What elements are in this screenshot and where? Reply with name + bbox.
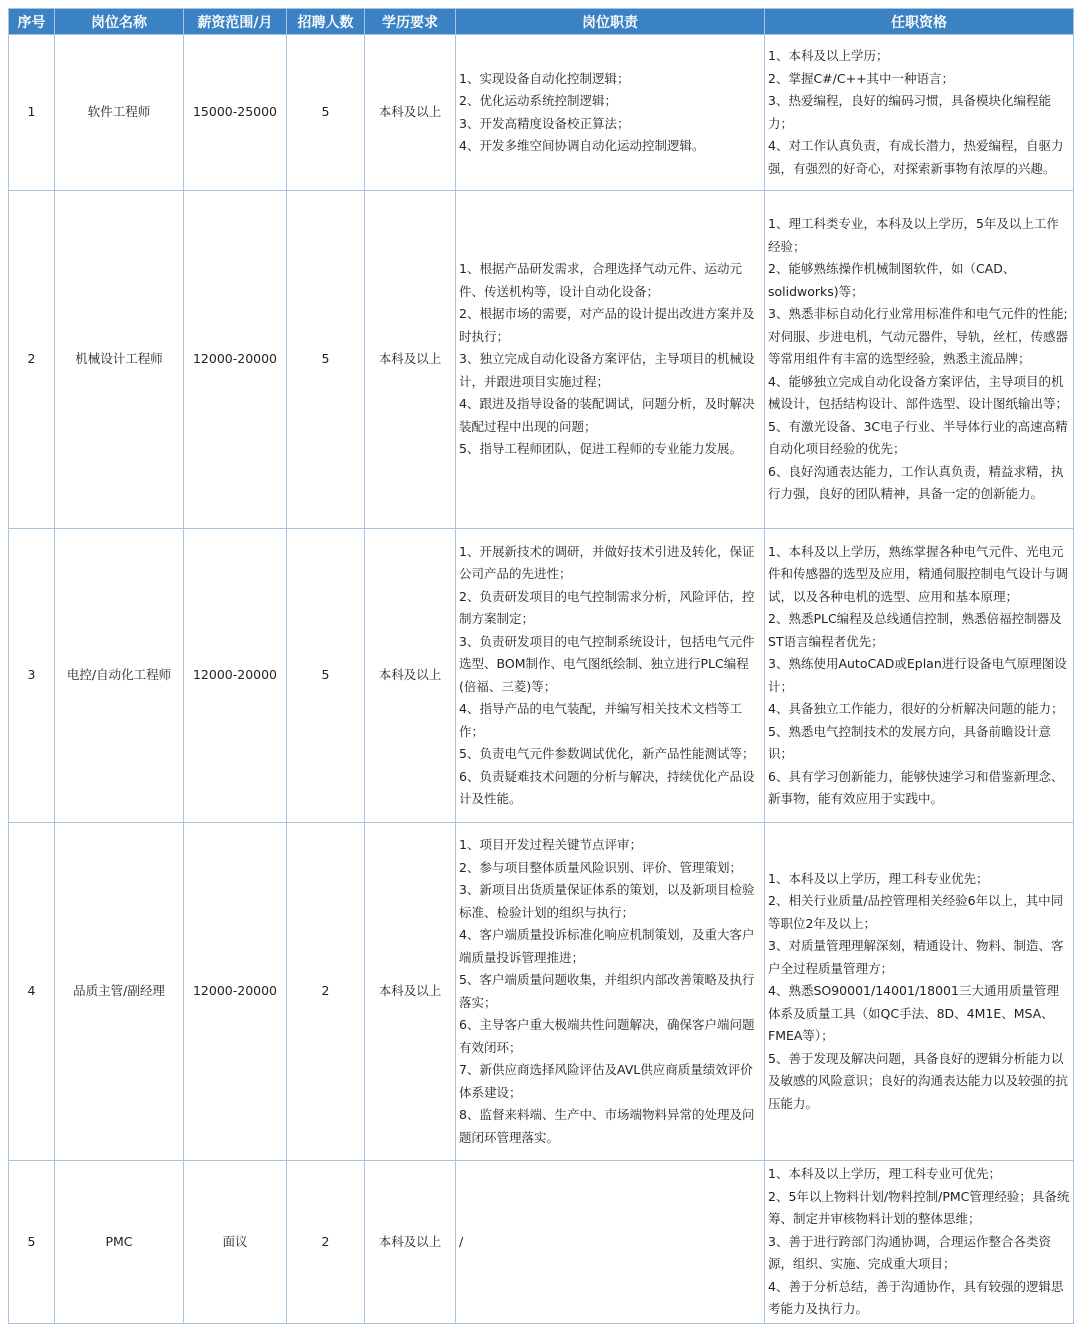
- header-salary: 薪资范围/月: [184, 9, 287, 35]
- header-no: 序号: [9, 9, 55, 35]
- duty-item: 5、指导工程师团队，促进工程师的专业能力发展。: [459, 441, 742, 457]
- job-duties: [456, 823, 765, 1161]
- requirement-item: 3、热爱编程，良好的编码习惯，具备模块化编程能力；: [768, 93, 1051, 131]
- row-number: 4: [9, 823, 55, 1161]
- row-number: 3: [9, 529, 55, 823]
- table-row: [9, 35, 1074, 191]
- requirement-item: 2、能够熟练操作机械制图软件，如（CAD、solidworks)等；: [768, 261, 1016, 299]
- requirement-item: 5、有激光设备、3C电子行业、半导体行业的高速高精自动化项目经验的优先；: [768, 418, 1068, 457]
- header-education: 学历要求: [365, 9, 456, 35]
- duty-item: 4、客户端质量投诉标准化响应机制策划，及重大客户端质量投诉管理推进；: [459, 927, 755, 965]
- salary-range: 12000-20000: [184, 823, 287, 1161]
- hire-count: 5: [287, 35, 365, 191]
- job-requirements: [765, 191, 1074, 529]
- duty-item: 3、负责研发项目的电气控制系统设计，包括电气元件选型、BOM制作、电气图纸绘制、独立进行PLC编程(倍福、三菱)等；: [459, 633, 755, 694]
- row-number: 5: [9, 1161, 55, 1324]
- education-requirement: 本科及以上: [365, 529, 456, 823]
- salary-range: 12000-20000: [184, 191, 287, 529]
- table-row: [9, 1161, 1074, 1324]
- salary-range: 12000-20000: [184, 529, 287, 823]
- requirement-item: 1、本科及以上学历；: [768, 48, 889, 63]
- hire-count: 2: [287, 823, 365, 1161]
- job-title: 软件工程师: [55, 35, 184, 191]
- duty-item: 7、新供应商选择风险评估及AVL供应商质量绩效评价体系建设；: [459, 1062, 753, 1100]
- duty-item: 5、客户端质量问题收集，并组织内部改善策略及执行落实；: [459, 972, 755, 1010]
- job-requirements: [765, 529, 1074, 823]
- requirement-item: 6、具有学习创新能力，能够快速学习和借鉴新理念、新事物，能有效应用于实践中。: [768, 768, 1064, 806]
- requirement-item: 4、具备独立工作能力，很好的分析解决问题的能力；: [768, 701, 1064, 716]
- row-number: 1: [9, 35, 55, 191]
- duty-item: 6、主导客户重大极端共性问题解决，确保客户端问题有效闭环；: [459, 1017, 755, 1055]
- job-requirements: [765, 35, 1074, 191]
- salary-range: 15000-25000: [184, 35, 287, 191]
- job-title: 品质主管/副经理: [55, 823, 184, 1161]
- requirement-item: 4、熟悉SO90001/14001/18001三大通用质量管理体系及质量工具（如QC手法、8D、4M1E、MSA、FMEA等）；: [768, 983, 1059, 1044]
- job-duties: [456, 35, 765, 191]
- duty-item: 2、根据市场的需要，对产品的设计提出改进方案并及时执行；: [459, 306, 755, 344]
- requirement-item: 3、善于进行跨部门沟通协调，合理运作整合各类资源，组织、实施、完成重大项目；: [768, 1233, 1051, 1271]
- header-count: 招聘人数: [287, 9, 365, 35]
- job-title: 电控/自动化工程师: [55, 529, 184, 823]
- duty-item: 2、优化运动系统控制逻辑；: [459, 93, 617, 108]
- requirement-item: 4、对工作认真负责，有成长潜力，热爱编程，自驱力强，有强烈的好奇心，对探索新事物有浓厚的兴趣。: [768, 138, 1064, 176]
- job-title: 机械设计工程师: [55, 191, 184, 529]
- duty-item: 3、独立完成自动化设备方案评估，主导项目的机械设计，并跟进项目实施过程；: [459, 351, 755, 389]
- table-row: [9, 529, 1074, 823]
- requirement-item: 1、理工科类专业，本科及以上学历，5年及以上工作经验；: [768, 216, 1059, 254]
- job-requirements: [765, 823, 1074, 1161]
- duty-item: 2、负责研发项目的电气控制需求分析，风险评估，控制方案制定；: [459, 588, 755, 626]
- duty-item: 1、开展新技术的调研，并做好技术引进及转化，保证公司产品的先进性；: [459, 543, 755, 581]
- education-requirement: 本科及以上: [365, 191, 456, 529]
- table-row: [9, 823, 1074, 1161]
- education-requirement: 本科及以上: [365, 35, 456, 191]
- job-table-container: [8, 8, 1073, 1324]
- duty-item: 3、新项目出货质量保证体系的策划，以及新项目检验标准、检验计划的组织与执行；: [459, 882, 755, 920]
- requirement-item: 5、熟悉电气控制技术的发展方向，具备前瞻设计意识；: [768, 723, 1051, 761]
- header-title: 岗位名称: [55, 9, 184, 35]
- duty-item: 8、监督来料端、生产中、市场端物料异常的处理及问题闭环管理落实。: [459, 1107, 755, 1145]
- header-requirements: 任职资格: [765, 9, 1074, 35]
- duty-item: 4、开发多维空间协调自动化运动控制逻辑。: [459, 138, 705, 153]
- salary-range: 面议: [184, 1161, 287, 1324]
- job-duties: [456, 529, 765, 823]
- job-title: PMC: [55, 1161, 184, 1324]
- duty-item: 1、项目开发过程关键节点评审；: [459, 837, 642, 852]
- duty-item: 2、参与项目整体质量风险识别、评价、管理策划；: [459, 859, 742, 875]
- duty-item: 5、负责电气元件参数调试优化，新产品性能测试等；: [459, 746, 755, 761]
- duty-item: 1、实现设备自动化控制逻辑；: [459, 70, 630, 86]
- requirement-item: 1、本科及以上学历，熟练掌握各种电气元件、光电元件和传感器的选型及应用，精通伺服控制电气设计与调试，以及各种电机的选型、应用和基本原理；: [768, 543, 1069, 604]
- job-duties: [456, 1161, 765, 1324]
- hire-count: 5: [287, 529, 365, 823]
- requirement-item: 1、本科及以上学历，理工科专业优先；: [768, 870, 989, 886]
- table-body: [9, 35, 1074, 1324]
- hire-count: 2: [287, 1161, 365, 1324]
- job-listing-table: [8, 8, 1074, 1324]
- education-requirement: 本科及以上: [365, 1161, 456, 1324]
- row-number: 2: [9, 191, 55, 529]
- requirement-item: 2、掌握C#/C++其中一种语言；: [768, 70, 955, 86]
- requirement-item: 5、善于发现及解决问题，具备良好的逻辑分析能力以及敏感的风险意识；良好的沟通表达能力以及较强的抗压能力。: [768, 1050, 1069, 1111]
- duty-item: 1、根据产品研发需求，合理选择气动元件、运动元件、传送机构等，设计自动化设备；: [459, 261, 742, 299]
- requirement-item: 3、熟悉非标自动化行业常用标准件和电气元件的性能;对伺服、步进电机，气动元器件，导轨，丝杠，传感器等常用组件有丰富的选型经验，熟悉主流品牌；: [768, 306, 1069, 367]
- requirement-item: 2、熟悉PLC编程及总线通信控制，熟悉倍福控制器及ST语言编程者优先；: [768, 611, 1062, 649]
- requirement-item: 6、良好沟通表达能力，工作认真负责，精益求精，执行力强，良好的团队精神，具备一定的创新能力。: [768, 463, 1064, 502]
- duty-item: /: [459, 1233, 464, 1249]
- duty-item: 6、负责疑难技术问题的分析与解决，持续优化产品设计及性能。: [459, 768, 755, 806]
- requirement-item: 3、熟练使用AutoCAD或Eplan进行设备电气原理图设计；: [768, 656, 1067, 694]
- table-row: [9, 191, 1074, 529]
- requirement-item: 1、本科及以上学历，理工科专业可优先；: [768, 1166, 1001, 1181]
- requirement-item: 2、相关行业质量/品控管理相关经验6年以上，其中同等职位2年及以上；: [768, 893, 1064, 931]
- requirement-item: 2、5年以上物料计划/物料控制/PMC管理经验；具备统筹、制定并审核物料计划的整体思维；: [768, 1188, 1070, 1226]
- job-duties: [456, 191, 765, 529]
- education-requirement: 本科及以上: [365, 823, 456, 1161]
- hire-count: 5: [287, 191, 365, 529]
- duty-item: 3、开发高精度设备校正算法；: [459, 115, 630, 131]
- requirement-item: 3、对质量管理理解深刻，精通设计、物料、制造、客户全过程质量管理方；: [768, 938, 1064, 976]
- header-duties: 岗位职责: [456, 9, 765, 35]
- requirement-item: 4、能够独立完成自动化设备方案评估，主导项目的机械设计，包括结构设计、部件选型、设计图纸输出等；: [768, 373, 1069, 412]
- duty-item: 4、指导产品的电气装配，并编写相关技术文档等工作；: [459, 701, 742, 739]
- requirement-item: 4、善于分析总结，善于沟通协作，具有较强的逻辑思考能力及执行力。: [768, 1278, 1064, 1316]
- job-requirements: [765, 1161, 1074, 1324]
- header-row: [9, 9, 1074, 35]
- duty-item: 4、跟进及指导设备的装配调试，问题分析，及时解决装配过程中出现的问题；: [459, 396, 755, 434]
